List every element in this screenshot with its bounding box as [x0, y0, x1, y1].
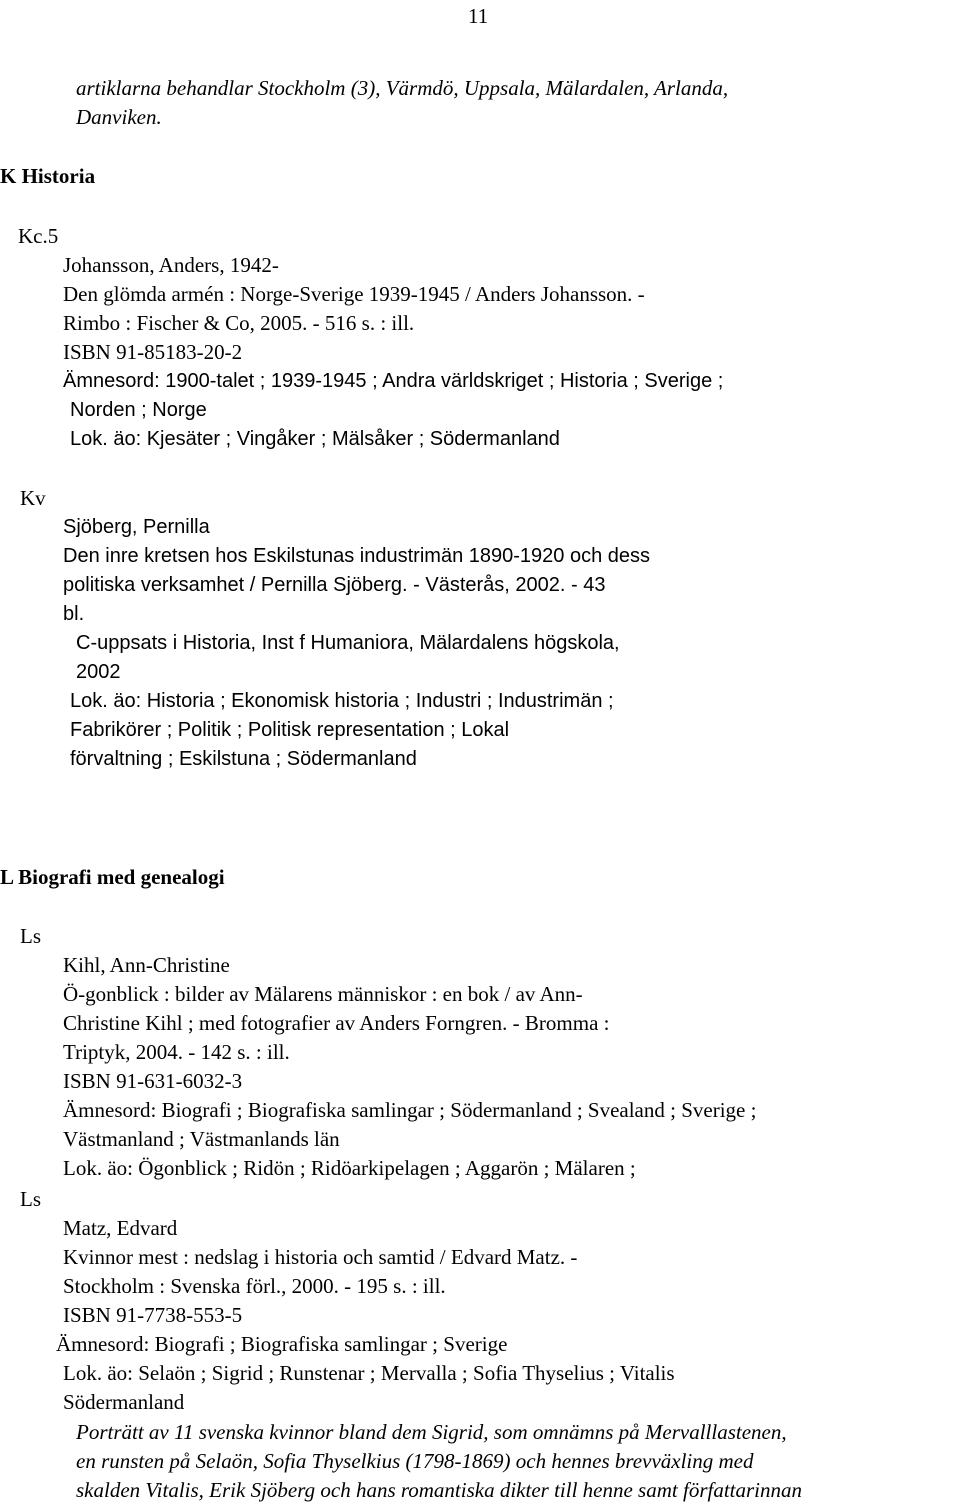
entry-subjects: Ämnesord: Biografi ; Biografiska samlingar ; Sverige [56, 1332, 508, 1356]
entry-local-subjects-cont: Södermanland [63, 1390, 185, 1414]
entry-title: Den inre kretsen hos Eskilstunas industrimän 1890-1920 och dess [63, 545, 650, 567]
page-number: 11 [468, 4, 489, 28]
entry-note-cont: 2002 [76, 661, 121, 683]
entry-local-subjects-cont: Fabrikörer ; Politik ; Politisk representation ; Lokal [70, 719, 510, 741]
entry-author: Kihl, Ann-Christine [63, 953, 230, 977]
entry-annotation-cont: en runsten på Selaön, Sofia Thyselkius (1798-1869) och hennes brevväxling med [76, 1449, 754, 1473]
section-heading-biografi: L Biografi med genealogi [0, 865, 225, 889]
entry-subjects: Ämnesord: 1900-talet ; 1939-1945 ; Andra världskriget ; Historia ; Sverige ; [63, 370, 724, 392]
entry-local-subjects: Lok. äo: Kjesäter ; Vingåker ; Mälsåker ; Södermanland [70, 428, 560, 450]
section-heading-historia: K Historia [0, 164, 96, 188]
entry-local-subjects: Lok. äo: Ögonblick ; Ridön ; Ridöarkipelagen ; Aggarön ; Mälaren ; [63, 1156, 636, 1180]
entry-isbn: ISBN 91-85183-20-2 [63, 340, 243, 364]
entry-local-subjects: Lok. äo: Selaön ; Sigrid ; Runstenar ; Mervalla ; Sofia Thyselius ; Vitalis [63, 1361, 675, 1385]
class-code: Kv [20, 486, 46, 510]
entry-note: C-uppsats i Historia, Inst f Humaniora, Mälardalens högskola, [76, 632, 620, 654]
entry-imprint: Triptyk, 2004. - 142 s. : ill. [63, 1040, 290, 1064]
entry-subjects: Ämnesord: Biografi ; Biografiska samlingar ; Södermanland ; Svealand ; Sverige ; [63, 1098, 757, 1122]
intro-line-2: Danviken. [76, 105, 162, 129]
entry-author: Johansson, Anders, 1942- [63, 253, 279, 277]
intro-line-1: artiklarna behandlar Stockholm (3), Värmdö, Uppsala, Mälardalen, Arlanda, [76, 76, 729, 100]
entry-annotation-cont: skalden Vitalis, Erik Sjöberg och hans romantiska dikter till henne samt författarinnan [76, 1478, 802, 1502]
entry-author: Sjöberg, Pernilla [63, 516, 210, 538]
entry-extent: bl. [63, 603, 85, 625]
entry-annotation: Porträtt av 11 svenska kvinnor bland dem Sigrid, som omnämns på Mervalllastenen, [76, 1420, 787, 1444]
entry-local-subjects: Lok. äo: Historia ; Ekonomisk historia ; Industri ; Industrimän ; [70, 690, 614, 712]
class-code: Ls [20, 1187, 41, 1211]
class-code: Ls [20, 924, 41, 948]
entry-subjects-cont: Västmanland ; Västmanlands län [63, 1127, 340, 1151]
entry-title: Kvinnor mest : nedslag i historia och samtid / Edvard Matz. - [63, 1245, 578, 1269]
entry-title: Ö-gonblick : bilder av Mälarens människor : en bok / av Ann- [63, 982, 583, 1006]
entry-title: Den glömda armén : Norge-Sverige 1939-1945 / Anders Johansson. - [63, 282, 645, 306]
class-code: Kc.5 [18, 224, 59, 248]
entry-imprint: Rimbo : Fischer & Co, 2005. - 516 s. : ill. [63, 311, 415, 335]
entry-author: Matz, Edvard [63, 1216, 178, 1240]
entry-local-subjects-cont: förvaltning ; Eskilstuna ; Södermanland [70, 748, 417, 770]
entry-title-cont: politiska verksamhet / Pernilla Sjöberg. - Västerås, 2002. - 43 [63, 574, 606, 596]
entry-isbn: ISBN 91-7738-553-5 [63, 1303, 243, 1327]
entry-title-cont: Christine Kihl ; med fotografier av Anders Forngren. - Bromma : [63, 1011, 610, 1035]
entry-subjects-cont: Norden ; Norge [70, 399, 207, 421]
entry-isbn: ISBN 91-631-6032-3 [63, 1069, 243, 1093]
entry-imprint: Stockholm : Svenska förl., 2000. - 195 s. : ill. [63, 1274, 446, 1298]
